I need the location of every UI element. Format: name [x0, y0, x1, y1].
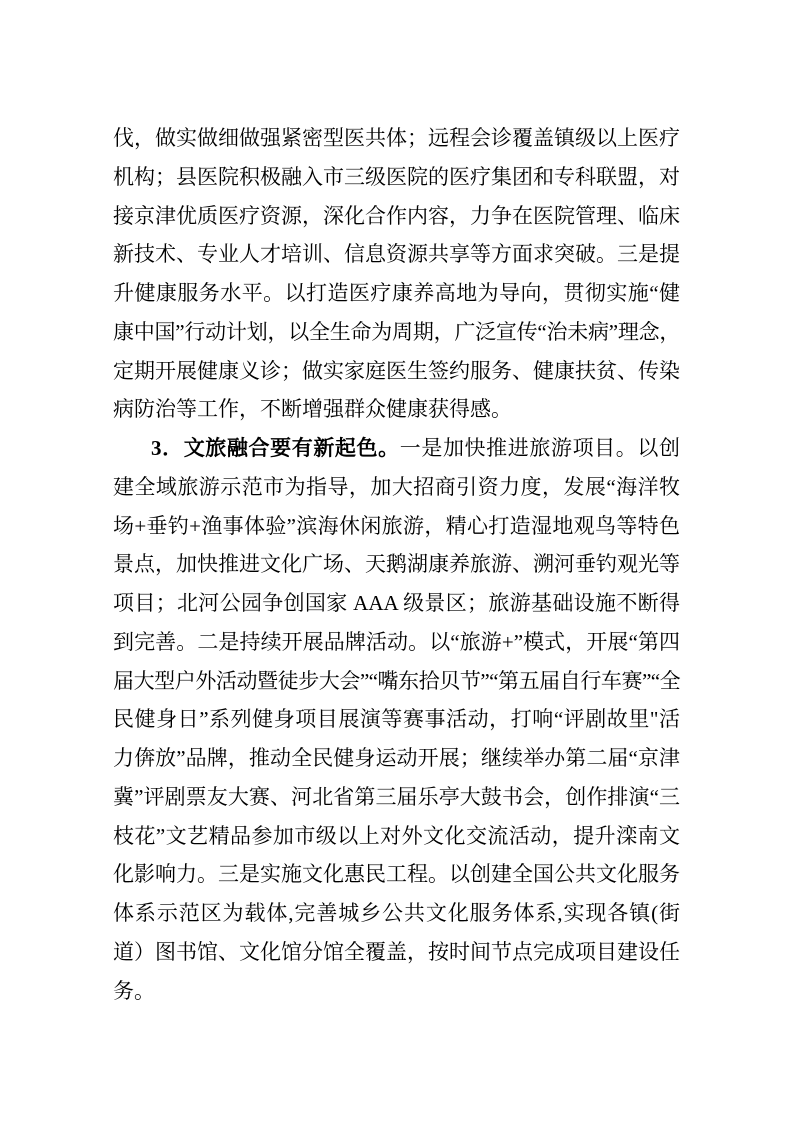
text-run: 升健康服务水平。以打造医疗康养高地为导向，贯彻实施“健	[113, 281, 680, 305]
text-line	[113, 623, 680, 662]
text-run: 冀”评剧票友大赛、河北省第三届乐亭大鼓书会，创作排演“三	[113, 784, 680, 809]
text-line	[113, 894, 680, 933]
text-line	[113, 933, 680, 972]
text-run: 伐，做实做细做强紧密型医共体；远程会诊覆盖镇级以上医疗	[113, 126, 680, 150]
text-line	[113, 700, 680, 739]
text-run: 建全域旅游示范市为指导，加大招商引资力度，发展“海洋牧	[113, 474, 680, 499]
text-run: 一是加快推进旅游项目。以创	[399, 436, 680, 460]
text-line	[113, 313, 680, 352]
text-line	[113, 545, 680, 584]
text-run: 化影响力。三是实施文化惠民工程。以创建全国公共文化服务	[113, 862, 680, 887]
text-run: 道）图书馆、文化馆分馆全覆盖，按时间节点完成项目建设任	[113, 939, 680, 964]
text-line	[113, 197, 680, 236]
text-line	[113, 584, 680, 623]
document-body	[113, 119, 680, 1010]
text-line	[113, 274, 680, 313]
text-run: 康中国”行动计划，以全生命为周期，广泛宣传“治未病”理念，	[113, 319, 680, 344]
text-run: 定期开展健康义诊；做实家庭医生签约服务、健康扶贫、传染	[113, 358, 680, 383]
text-line	[113, 390, 680, 429]
text-line	[113, 158, 680, 197]
text-run: 机构；县医院积极融入市三级医院的医疗集团和专科联盟，对	[113, 164, 680, 189]
text-line	[113, 235, 680, 274]
text-line	[113, 972, 680, 1011]
text-line	[113, 507, 680, 546]
text-line	[113, 778, 680, 817]
text-run: 务。	[113, 978, 155, 1003]
text-run: 民健身日”系列健身项目展演等赛事活动，打响“评剧故里"活	[113, 707, 680, 732]
text-line	[113, 662, 680, 701]
text-run: 力倴放”品牌，推动全民健身运动开展；继续举办第二届“京津	[113, 746, 680, 770]
text-run: 届大型户外活动暨徒步大会”“嘴东拾贝节”“第五届自行车赛”“全	[113, 668, 680, 693]
text-run: 场+垂钓+渔事体验”滨海休闲旅游，精心打造湿地观鸟等特色	[113, 513, 680, 538]
text-line	[113, 429, 680, 468]
text-run: 项目；北河公园争创国家 AAA 级景区；旅游基础设施不断得	[113, 591, 680, 615]
text-run: 到完善。二是持续开展品牌活动。以“旅游+”模式，开展“第四	[113, 629, 680, 654]
text-run: 体系示范区为载体,完善城乡公共文化服务体系,实现各镇(街	[113, 901, 680, 925]
text-line	[113, 817, 680, 856]
text-run: 病防治等工作，不断增强群众健康获得感。	[113, 397, 512, 422]
text-line	[113, 468, 680, 507]
text-run: 接京津优质医疗资源，深化合作内容，力争在医院管理、临床	[113, 203, 680, 228]
text-line	[113, 119, 680, 158]
text-run: 枝花”文艺精品参加市级以上对外文化交流活动，提升滦南文	[113, 823, 680, 848]
text-line	[113, 855, 680, 894]
text-run: 新技术、专业人才培训、信息资源共享等方面求突破。三是提	[113, 242, 680, 267]
bold-text-run: 3．文旅融合要有新起色。	[151, 436, 400, 460]
text-line	[113, 739, 680, 778]
text-line	[113, 352, 680, 391]
text-run: 景点，加快推进文化广场、天鹅湖康养旅游、溯河垂钓观光等	[113, 552, 680, 577]
